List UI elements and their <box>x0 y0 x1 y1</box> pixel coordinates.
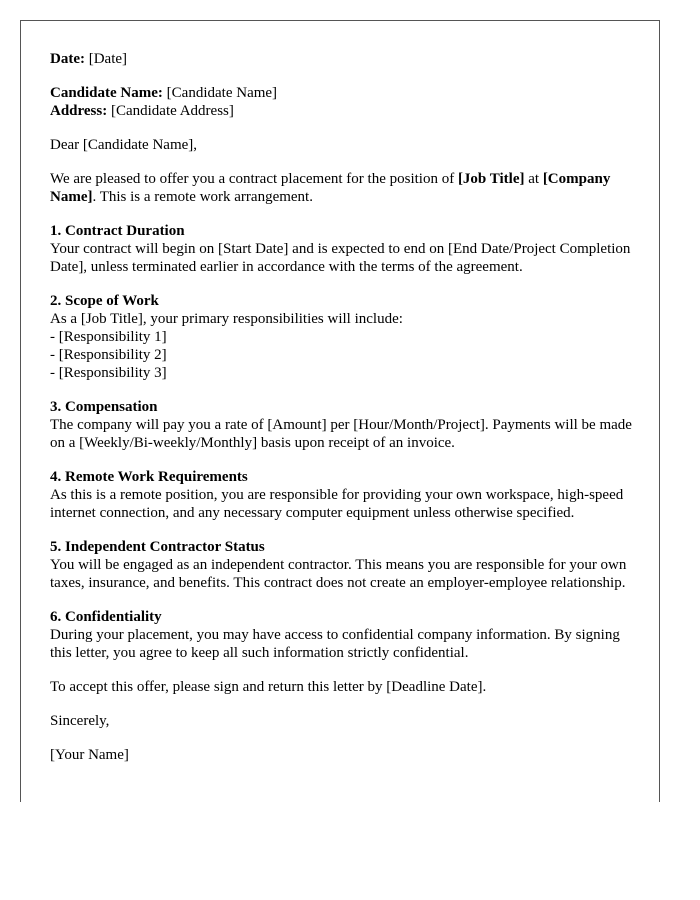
section-body: As a [Job Title], your primary responsibilities will include: <box>50 311 403 327</box>
section-title: 6. Confidentiality <box>50 609 162 625</box>
signature-name: [Your Name] <box>50 747 129 763</box>
section-remote-work <box>50 468 640 522</box>
section-body: You will be engaged as an independent contractor. This means you are responsible for your own taxes, insurance, and benefits. This contract does not create an employer-employee relationship. <box>50 557 627 591</box>
letter-page <box>20 20 660 802</box>
candidate-name-value: [Candidate Name] <box>166 85 278 101</box>
intro-company-name: [Company Name] <box>50 171 611 205</box>
date-value: [Date] <box>88 51 128 67</box>
intro-paragraph <box>50 170 640 206</box>
section-confidentiality <box>50 608 640 662</box>
list-item: - [Responsibility 2] <box>50 347 167 363</box>
intro-text-1: We are pleased to offer you a contract placement for the position of <box>50 171 458 187</box>
section-contractor-status <box>50 538 640 592</box>
candidate-address-line <box>50 102 640 120</box>
section-title: 3. Compensation <box>50 399 158 415</box>
intro-text-3: . This is a remote work arrangement. <box>92 189 313 205</box>
section-body: As this is a remote position, you are responsible for providing your own workspace, high-speed internet connection, and any necessary computer equipment unless otherwise specified. <box>50 487 624 521</box>
candidate-address-label: Address: <box>50 103 108 119</box>
letter-content <box>50 50 640 764</box>
section-title: 4. Remote Work Requirements <box>50 469 248 485</box>
intro-job-title: [Job Title] <box>457 171 525 187</box>
section-body: Your contract will begin on [Start Date] and is expected to end on [End Date/Project Completion Date], unless terminated earlier in accordance with the terms of the agreement. <box>50 241 631 275</box>
salutation: Dear [Candidate Name], <box>50 137 198 153</box>
candidate-name-label: Candidate Name: <box>50 85 163 101</box>
list-item: - [Responsibility 1] <box>50 329 167 345</box>
candidate-address-value: [Candidate Address] <box>110 103 234 119</box>
section-compensation <box>50 398 640 452</box>
section-title: 2. Scope of Work <box>50 293 159 309</box>
closing-instruction: To accept this offer, please sign and return this letter by [Deadline Date]. <box>50 679 487 695</box>
section-title: 5. Independent Contractor Status <box>50 539 265 555</box>
date-line <box>50 50 640 68</box>
section-body: The company will pay you a rate of [Amount] per [Hour/Month/Project]. Payments will be made on a [Weekly/Bi-weekly/Monthly] basis upon receipt of an invoice. <box>50 417 632 451</box>
section-scope-of-work <box>50 292 640 382</box>
section-contract-duration <box>50 222 640 276</box>
section-title: 1. Contract Duration <box>50 223 185 239</box>
candidate-block <box>50 84 640 120</box>
intro-text-2: at <box>524 171 543 187</box>
list-item: - [Responsibility 3] <box>50 365 167 381</box>
candidate-name-line <box>50 84 640 102</box>
date-label: Date: <box>50 51 85 67</box>
section-body: During your placement, you may have access to confidential company information. By signing this letter, you agree to keep all such information strictly confidential. <box>50 627 620 661</box>
sign-off: Sincerely, <box>50 713 110 729</box>
